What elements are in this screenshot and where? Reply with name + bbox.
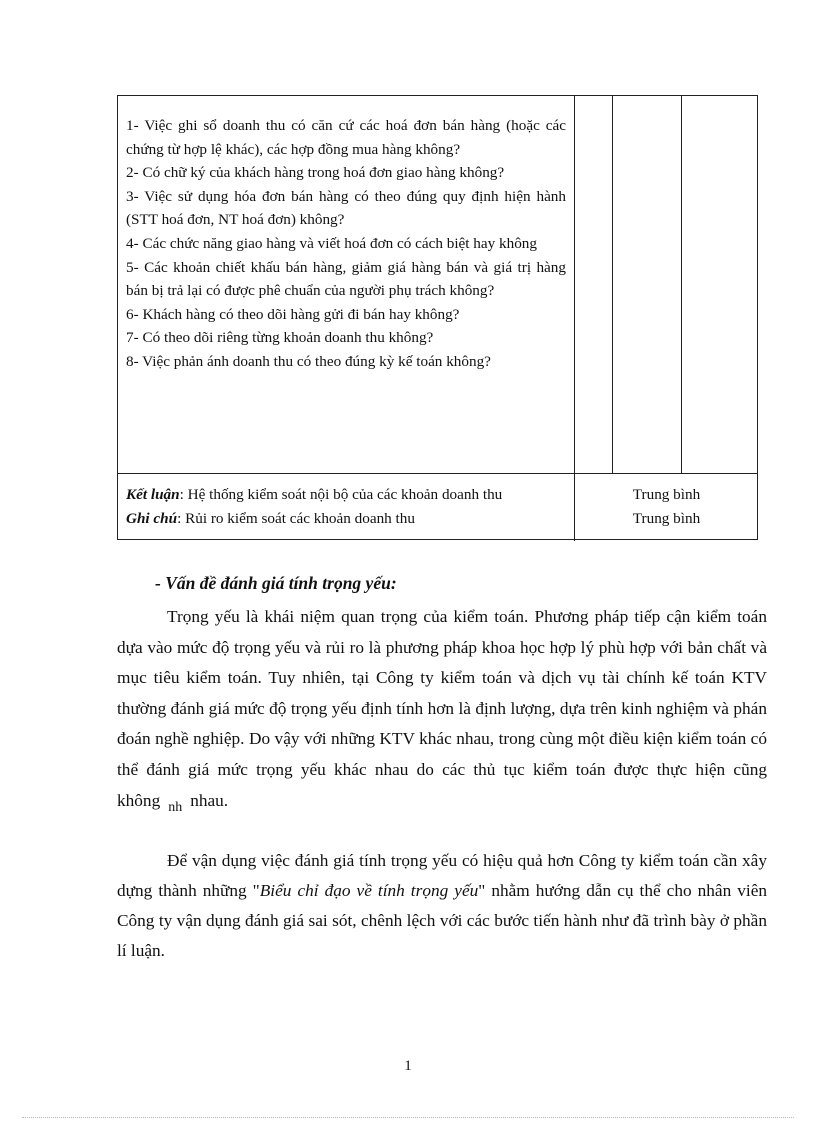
question-item: 6- Khách hàng có theo dõi hàng gửi đi bán hay không? (126, 305, 460, 323)
note-label: Ghi chú (126, 510, 178, 527)
conclusion-block (126, 483, 576, 531)
table-divider (574, 96, 575, 541)
page-number: 1 (404, 1058, 412, 1074)
table-row-divider (118, 473, 757, 474)
paragraph-end: nhau. (190, 790, 229, 810)
question-item: 2- Có chữ ký của khách hàng trong hoá đơn giao hàng không? (126, 164, 505, 182)
note-rating: Trung bình (632, 510, 701, 527)
question-item: 3- Việc sử dụng hóa đơn bán hàng có theo đúng quy định hiện hành (STT hoá đơn, NT hoá đơn) không? (126, 187, 566, 229)
paragraph-text: " nhằm hướng dẫn cụ thể cho nhân viên Công ty vận dụng đánh giá sai sót, chênh lệch với các bước tiến hành như đã trình bày ở phần lí luận. (117, 881, 768, 960)
question-list (126, 114, 566, 374)
paragraph-text: Để vận dụng việc đánh giá tính trọng yếu có hiệu quả hơn Công ty kiểm toán cần xây dựng thành những " (117, 851, 767, 900)
control-questionnaire-table (117, 95, 758, 540)
conclusion-label: Kết luận (126, 486, 180, 503)
question-item: 8- Việc phản ánh doanh thu có theo đúng kỳ kế toán không? (126, 352, 491, 370)
conclusion-row (126, 483, 576, 507)
paragraph-recommendation (117, 846, 767, 966)
conclusion-text: : Hệ thống kiểm soát nội bộ của các khoản doanh thu (179, 486, 503, 503)
question-item: 7- Có theo dõi riêng từng khoản doanh thu không? (126, 329, 434, 347)
table-divider (681, 96, 682, 474)
paragraph-text: Trọng yếu là khái niệm quan trọng của kiểm toán. Phương pháp tiếp cận kiểm toán dựa vào mức độ trọng yếu và rủi ro là phương pháp khoa học hợp lý phù hợp với bản chất và mục tiêu kiểm toán. Tuy nhiên, tại Công ty kiểm toán và dịch vụ tài chính kế toán KTV thường đánh giá mức độ trọng yếu định tính hơn là định lượng, dựa trên kinh nghiệm và phán đoán nghề nghiệp. Do vậy với những KTV khác nhau, trong cùng một điều kiện kiểm toán có thể đánh giá mức trọng yếu khác nhau do các thủ tục kiểm toán được thực hiện cũng không (117, 607, 767, 810)
note-row (126, 507, 576, 531)
conclusion-rating: Trung bình (632, 486, 701, 503)
subscript-fragment: nh (168, 799, 183, 815)
table-divider (612, 96, 613, 474)
footer-dotted-line (22, 1117, 794, 1118)
quoted-title: Biểu chỉ đạo về tính trọng yếu (259, 881, 479, 900)
question-item: 5- Các khoản chiết khấu bán hàng, giảm giá hàng bán và giá trị hàng bán bị trả lại có được phê chuẩn của người phụ trách không? (126, 258, 566, 300)
paragraph-materiality (117, 602, 767, 818)
question-item: 1- Việc ghi sổ doanh thu có căn cứ các hoá đơn bán hàng (hoặc các chứng từ hợp lệ khác), các hợp đồng mua hàng không? (126, 117, 566, 158)
section-heading: - Vấn đề đánh giá tính trọng yếu: (155, 573, 397, 593)
note-text: : Rủi ro kiểm soát các khoản doanh thu (177, 510, 415, 527)
question-item: 4- Các chức năng giao hàng và viết hoá đơn có cách biệt hay không (126, 234, 537, 252)
